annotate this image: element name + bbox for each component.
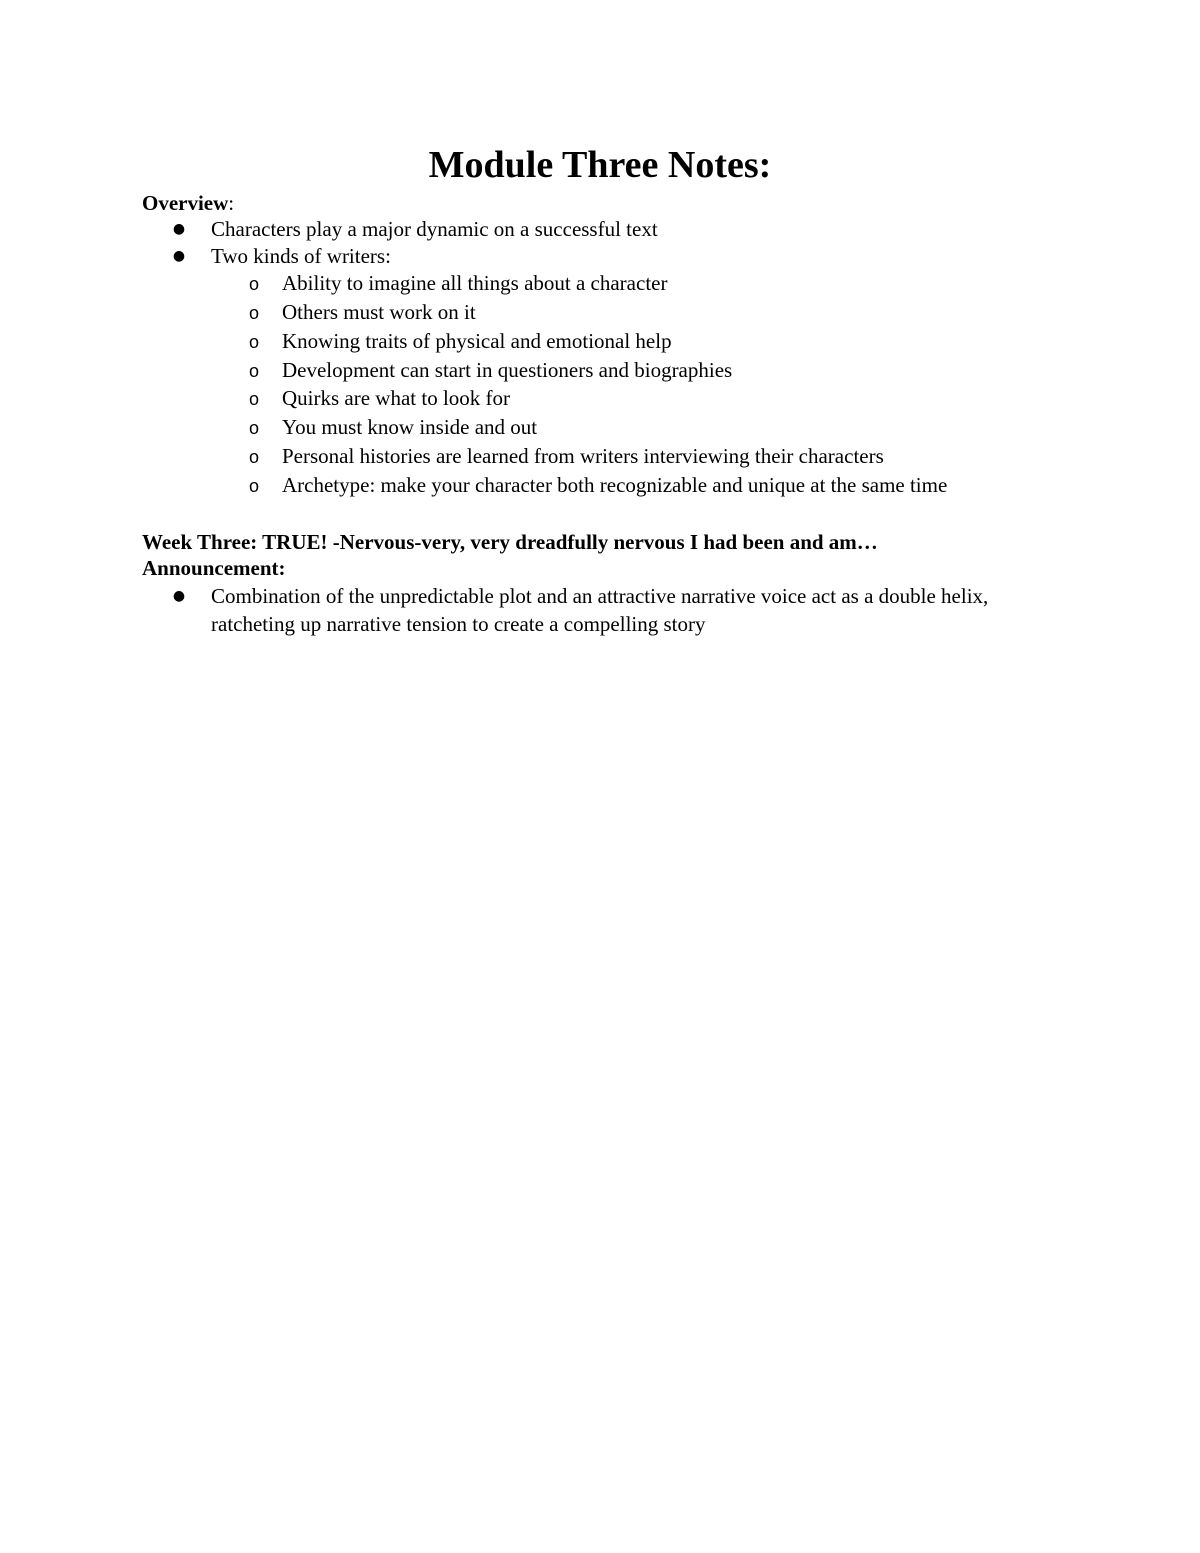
overview-heading <box>142 190 234 217</box>
hollow-bullet-icon: o <box>248 332 259 352</box>
sub-item-text: Development can start in questioners and biographies <box>282 358 733 382</box>
bullet-icon: ● <box>172 248 186 264</box>
sub-item-text: Ability to imagine all things about a character <box>282 271 668 295</box>
bullet-icon: ● <box>172 221 186 237</box>
sub-item-text: You must know inside and out <box>282 415 538 439</box>
sub-item-text: Archetype: make your character both recognizable and unique at the same time <box>282 473 948 497</box>
week-heading <box>142 529 878 556</box>
overview-bullet-text: Two kinds of writers: <box>211 244 391 268</box>
announcement-bullet-text: Combination of the unpredictable plot and an attractive narrative voice act as a double helix, ratcheting up narrative tension to create a compelling story <box>211 584 989 636</box>
overview-bullet-text: Characters play a major dynamic on a successful text <box>211 217 658 241</box>
hollow-bullet-icon: o <box>248 418 259 438</box>
announcement-label: Announcement: <box>142 556 286 580</box>
announcement-heading <box>142 555 286 582</box>
sub-item-text: Knowing traits of physical and emotional help <box>282 329 672 353</box>
hollow-bullet-icon: o <box>248 476 259 496</box>
hollow-bullet-icon: o <box>248 361 259 381</box>
hollow-bullet-icon: o <box>248 274 259 294</box>
sub-item-text: Others must work on it <box>282 300 476 324</box>
sub-item-text: Personal histories are learned from writers interviewing their characters <box>282 444 884 468</box>
overview-label: Overview <box>142 191 229 215</box>
overview-colon: : <box>228 191 235 215</box>
hollow-bullet-icon: o <box>248 389 259 409</box>
sub-item-text: Quirks are what to look for <box>282 386 511 410</box>
announcement-bullet <box>172 582 1072 638</box>
hollow-bullet-icon: o <box>248 303 259 323</box>
bullet-icon: ● <box>172 588 186 604</box>
page-title: Module Three Notes: <box>428 144 772 186</box>
week-heading-text: Week Three: TRUE! -Nervous-very, very dreadfully nervous I had been and am… <box>142 530 878 554</box>
hollow-bullet-icon: o <box>248 447 259 467</box>
